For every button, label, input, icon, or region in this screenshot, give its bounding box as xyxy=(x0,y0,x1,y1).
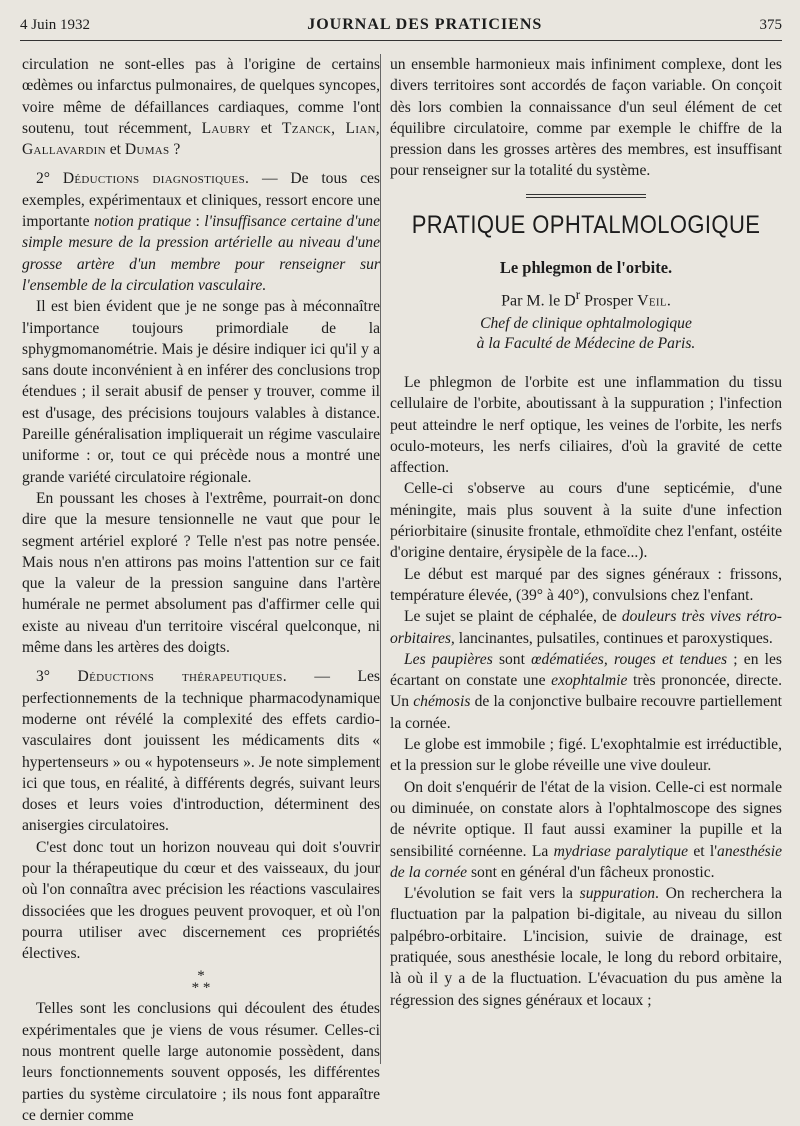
section-heading: Déductions thérapeutiques. xyxy=(77,668,287,686)
section-diagnostic: 2° Déductions diagnostiques. — De tous ces exemples, expérimentaux et cliniques, ressort encore une importante notion pratique : l'insuffisance certaine d'une simple mesure de la pression artérielle au niveau d'une grosse artère d'un membre pour renseigner sur l'ensemble de la circulation vasculaire. xyxy=(22,170,381,294)
paragraph: On doit s'enquérir de l'état de la vision. Celle-ci est normale ou diminuée, on constate alors à l'ophtalmoscope des signes de névrite optique. Il faut aussi examiner la pupille et la sensibilité cornéenne. La mydriase paralytique et l'anesthésie de la cornée sont en général d'un fâcheux pronostic. xyxy=(390,778,782,881)
paragraph: C'est donc tout un horizon nouveau qui doit s'ouvrir pour la thérapeutique du cœur et des vaisseaux, du jour où l'on connaîtra avec précision les réactions vasculaires dissociées que les drogues peuvent provoquer, et où l'on pourra utiliser avec discernement ces propriétés électives. xyxy=(22,838,380,963)
paragraph: Le début est marqué par des signes généraux : frissons, température élevée, (39° à 40°), convulsions chez l'enfant. xyxy=(390,565,782,604)
page-number: 375 xyxy=(759,17,782,33)
paragraph: Le sujet se plaint de céphalée, de douleurs très vives rétro-orbitaires, lancinantes, pulsatiles, continues et paroxystiques. xyxy=(390,608,782,647)
paragraph: En poussant les choses à l'extrême, pourrait-on donc dire que la mesure tensionnelle ne vaut que pour le segment artériel exploré ? Telle n'est pas notre pensée. Mais nous n'en attirons pas moins l'attention sur ce fait que la valeur de la pression sanguine dans l'artère humérale ne permet absolument pas d'affirmer celle qui existe au niveau d'un territoire viscéral quelconque, ni même dans les artères des doigts. xyxy=(22,489,380,657)
column-divider xyxy=(380,54,381,1064)
issue-date: 4 Juin 1932 xyxy=(20,17,91,33)
paragraph: Le globe est immobile ; figé. L'exophtalmie est irréductible, et la pression sur le globe réveille une vive douleur. xyxy=(390,736,782,775)
paragraph: Celle-ci s'observe au cours d'une septicémie, d'une méningite, mais plus souvent à la suite d'une infection périorbitaire (sinusite frontale, ethmoïdite chez l'enfant, ostéite d'origine dentaire, érysipèle de la face...). xyxy=(390,480,782,562)
running-header xyxy=(20,16,782,40)
paragraph: L'évolution se fait vers la suppuration. On recherchera la fluctuation par la palpation bi-digitale, au niveau du sillon palpébro-orbitaire. L'incision, suivie de drainage, est pratiquée, sous anesthésie locale, le long du rebord orbitaire, là où il y a de la fluctuation. L'évacuation du pus amène la régression des signes généraux et locaux ; xyxy=(390,885,783,1009)
left-column xyxy=(22,54,380,1126)
section-therapeutic: 3° Déductions thérapeutiques. — Les perfectionnements de la technique pharmacodynamique moderne ont révélé la complexité des effets cardio-vasculaires dont jouissent les médicaments dits « hypertenseurs » ou « hypotenseurs ». Je note simplement ici que tous, en réalité, à différents degrés, suivant leurs doses et leurs voies d'introduction, déterminent des anisergies circulatoires. xyxy=(22,668,380,835)
paragraph: Il est bien évident que je ne songe pas à méconnaître l'importance toujours primordiale de la sphygmomanométrie. Mais je désire indiquer ici qu'il y a sans doute inconvénient à en inférer des conclusions trop étendues ; il serait abusif de penser y trouver, comme il est d'usage, des précisions toujours valables à distance. Pareille généralisation impliquerait un régime vasculaire uniforme : or, tout ce qui précède nous a montré une grande variété circulatoire régionale. xyxy=(22,298,380,486)
header-rule xyxy=(20,40,782,41)
article-title: Le phlegmon de l'orbite. xyxy=(499,258,673,278)
affiliation: Chef de clinique ophtalmologique à la Faculté de Médecine de Paris. xyxy=(476,315,696,352)
section-rule xyxy=(526,194,646,198)
journal-title: JOURNAL DES PRATICIENS xyxy=(307,16,543,33)
paragraph: Les paupières sont œdématiées, rouges et tendues ; en les écartant on constate une exophtalmie très prononcée, directe. Un chémosis de la conjonctive bulbaire recouvre partiellement la cornée. xyxy=(390,650,782,732)
paragraph: un ensemble harmonieux mais infiniment complexe, dont les divers territoires sont accordés de façon variable. On conçoit dès lors combien la connaissance d'un seul élément de cet équilibre circulatoire, comme par exemple le chiffre de la pression dans les grosses artères des membres, est insuffisant pour renseigner sur la totalité du système. xyxy=(390,56,782,180)
paragraph: circulation ne sont-elles pas à l'origine de certains œdèmes ou infarctus pulmonaires, de quelques syncopes, voire même de défaillances cardiaques, comme l'ont soutenu, tout récemment, Laubry et Tzanck, Lian, Gallavardin et Dumas ? xyxy=(22,56,380,159)
section-heading: Déductions diagnostiques. xyxy=(62,170,250,188)
paragraph: Le phlegmon de l'orbite est une inflammation du tissu cellulaire de l'orbite, aboutissant à la suppuration ; l'infection peut atteindre le nerf optique, les veines de l'orbite, les nerfs oculo-moteurs, les nerfs ciliaires, d'où la gravité de cette affection. xyxy=(390,374,782,477)
byline: Par M. le $D^r$ Prosper Veil. xyxy=(501,287,671,310)
paragraph: Telles sont les conclusions qui découlent des études expérimentales que je viens de vous résumer. Celles-ci nous montrent quelle large autonomie possèdent, dans leurs fonctionnements souvent opposés, les différentes parties du système circulatoire ; ils nous font apparaître ce dernier comme xyxy=(22,1000,380,1124)
rubric-heading: PRATIQUE OPHTALMOLOGIQUE xyxy=(411,209,761,239)
asterism: * * * xyxy=(191,968,211,997)
right-column xyxy=(390,54,782,1011)
